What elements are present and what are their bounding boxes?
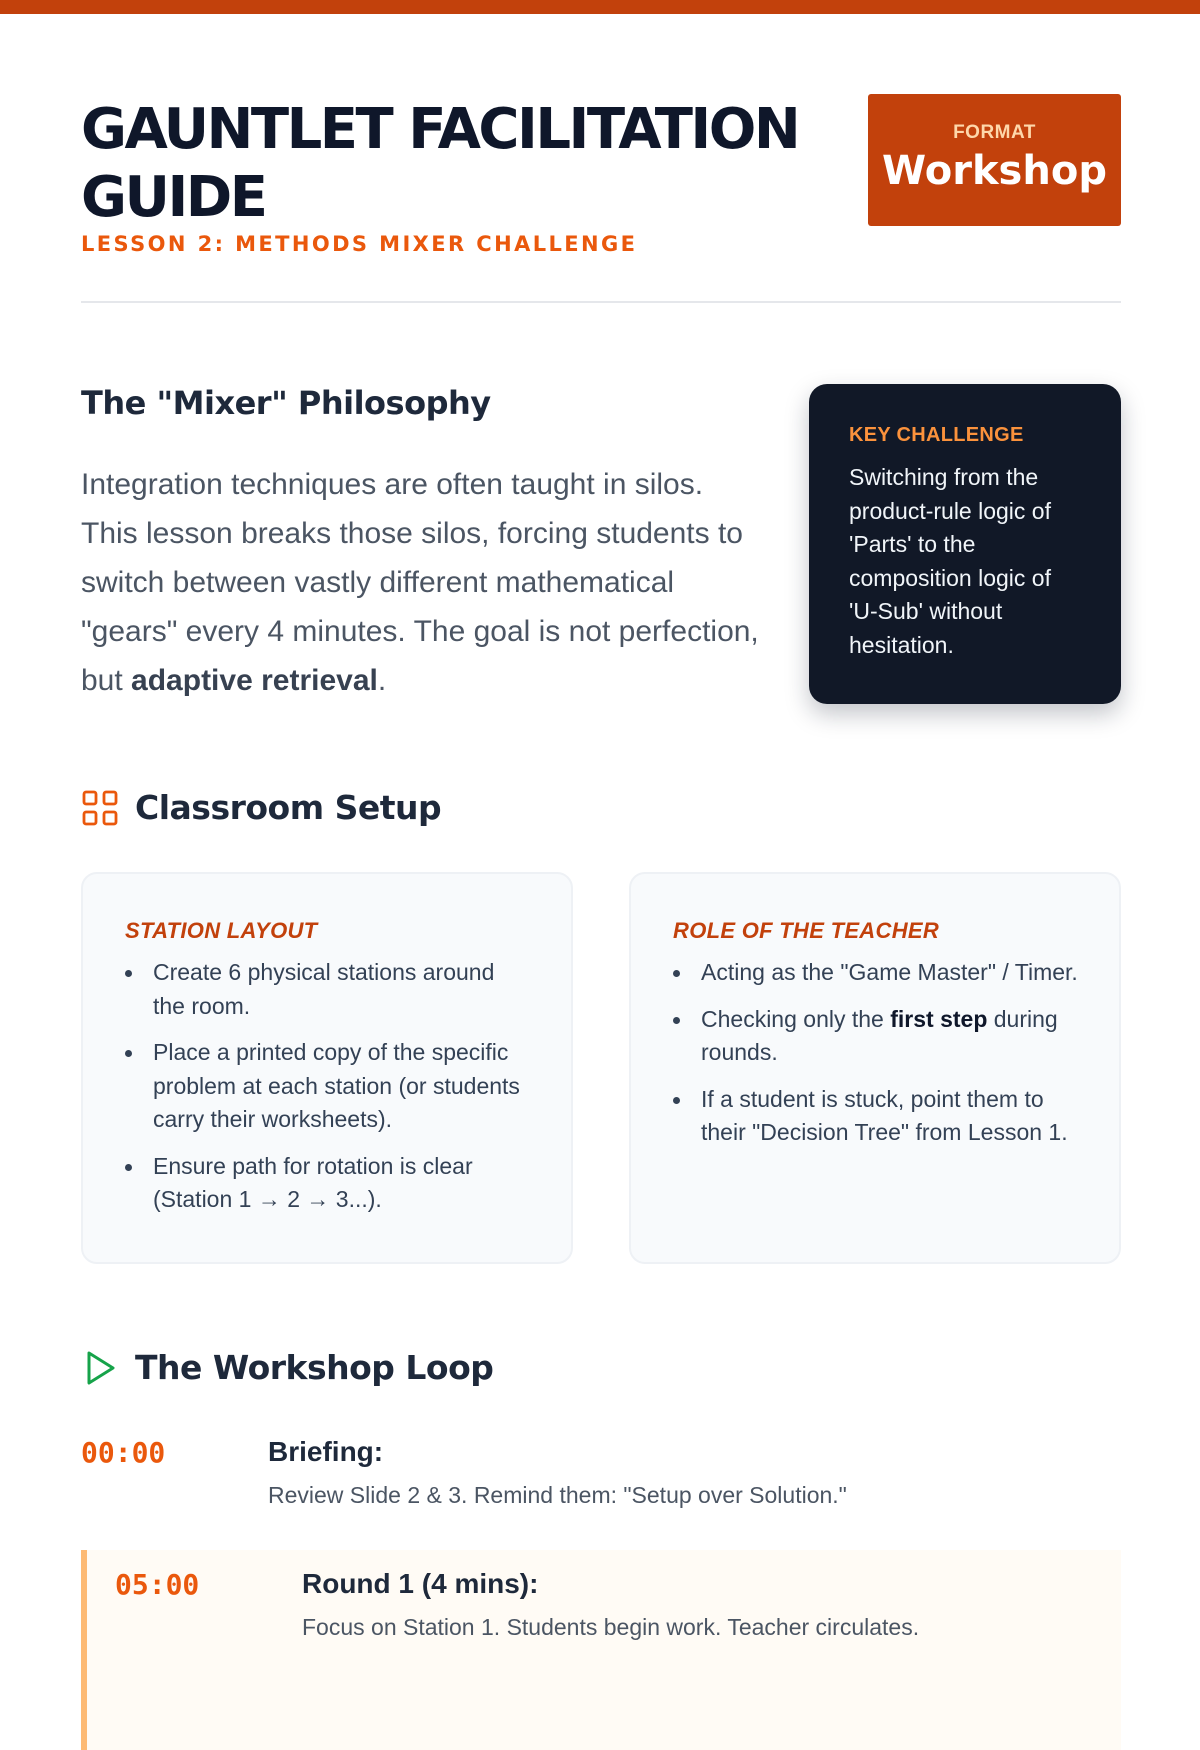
teacher-role-card xyxy=(629,872,1121,1264)
philosophy-text-emphasis: adaptive retrieval xyxy=(131,664,378,697)
workshop-loop-heading: The Workshop Loop xyxy=(135,1348,494,1387)
station-layout-card xyxy=(81,872,573,1264)
step-time: 00:00 xyxy=(81,1436,166,1469)
list-item xyxy=(673,1003,1079,1070)
philosophy-section xyxy=(81,384,761,705)
step-title: Briefing: xyxy=(268,1436,384,1467)
teacher-role-list xyxy=(673,956,1079,1150)
step-time: 05:00 xyxy=(115,1568,200,1601)
step-title: Round 1 (4 mins): xyxy=(302,1568,539,1599)
format-badge xyxy=(868,94,1121,226)
workshop-loop-header xyxy=(81,1348,493,1387)
list-item: Place a printed copy of the specific problem at each station (or students carry their worksheets). xyxy=(125,1036,531,1137)
list-item: Ensure path for rotation is clear (Station 1 → 2 → 3...). xyxy=(125,1150,531,1217)
workshop-timeline xyxy=(81,1430,1121,1750)
station-layout-list xyxy=(125,956,531,1217)
station-layout-title: STATION LAYOUT xyxy=(125,918,318,943)
format-value: Workshop xyxy=(882,148,1107,194)
timeline-step-current xyxy=(81,1550,1121,1750)
classroom-setup-heading: Classroom Setup xyxy=(135,788,442,827)
list-item-text-end: during rounds. xyxy=(701,1005,1058,1065)
play-icon xyxy=(81,1349,119,1387)
header xyxy=(81,96,1121,306)
philosophy-heading: The "Mixer" Philosophy xyxy=(81,384,491,422)
key-challenge-label: KEY CHALLENGE xyxy=(849,424,1024,446)
top-accent-bar xyxy=(0,0,1200,14)
key-challenge-text: Switching from the product-rule logic of 'Parts' to the composition logic of 'U-Sub' without hesitation. xyxy=(849,464,1051,658)
page-subtitle: LESSON 2: METHODS MIXER CHALLENGE xyxy=(81,232,638,256)
page-title: GAUNTLET FACILITATION GUIDE xyxy=(81,97,799,230)
classroom-setup-header xyxy=(81,788,441,827)
list-item-text-start: Checking only the xyxy=(701,1005,891,1032)
list-item-emphasis: first step xyxy=(890,1005,988,1032)
step-description: Review Slide 2 & 3. Remind them: "Setup over Solution." xyxy=(268,1482,847,1508)
setup-cards xyxy=(81,872,1121,1264)
teacher-role-title: ROLE OF THE TEACHER xyxy=(673,918,940,943)
list-item: Create 6 physical stations around the room. xyxy=(125,956,531,1023)
format-label: FORMAT xyxy=(953,122,1036,143)
timeline-step xyxy=(81,1430,1121,1542)
key-challenge-card xyxy=(809,384,1121,704)
list-item: Acting as the "Game Master" / Timer. xyxy=(673,956,1079,990)
philosophy-text-start: Integration techniques are often taught in silos. This lesson breaks those silos, forcing students to switch between vastly different mathematical "gears" every 4 minutes. The goal is not perfection, but xyxy=(81,468,759,697)
header-divider xyxy=(81,301,1121,303)
philosophy-text xyxy=(81,460,761,705)
grid-icon xyxy=(81,789,119,827)
philosophy-text-end: . xyxy=(377,664,387,697)
list-item: If a student is stuck, point them to their "Decision Tree" from Lesson 1. xyxy=(673,1083,1079,1150)
step-description: Focus on Station 1. Students begin work. Teacher circulates. xyxy=(302,1614,920,1640)
